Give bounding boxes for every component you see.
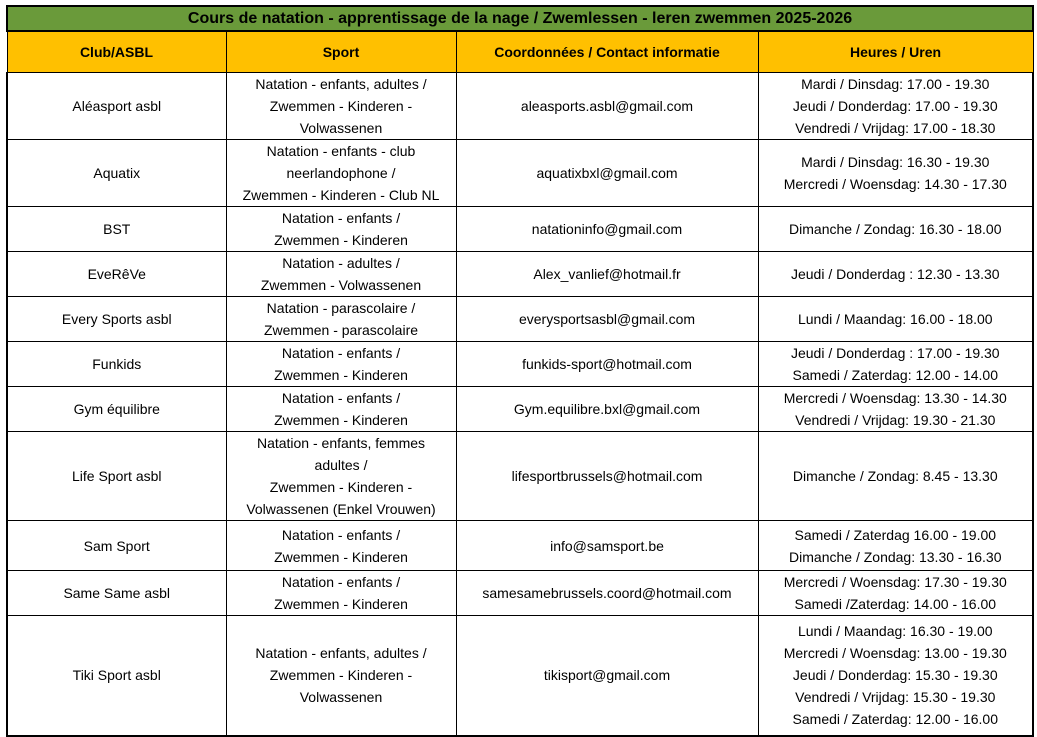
contact-email[interactable]: aquatixbxl@gmail.com xyxy=(456,140,758,207)
hours-line: Mercredi / Woensdag: 13.00 - 19.30 xyxy=(783,645,1007,662)
contact-email[interactable]: everysportsasbl@gmail.com xyxy=(456,297,758,342)
club-cell: Same Same asbl xyxy=(7,571,226,616)
sport-cell xyxy=(226,73,456,140)
contact-email[interactable]: natationinfo@gmail.com xyxy=(456,207,758,252)
sport-cell xyxy=(226,387,456,432)
sport-line: Zwemmen - Kinderen - xyxy=(269,98,413,114)
hours-cell xyxy=(758,571,1033,616)
sport-line: Natation - enfants / xyxy=(281,390,401,406)
sport-cell xyxy=(226,432,456,521)
hours-cell xyxy=(758,521,1033,571)
club-cell: BST xyxy=(7,207,226,252)
sport-line: Zwemmen - Kinderen - xyxy=(269,667,413,684)
swimming-schedule xyxy=(6,5,1032,737)
schedule-table xyxy=(6,5,1034,737)
sport-line: Natation - enfants / xyxy=(281,526,401,543)
club-cell: Aléasport asbl xyxy=(7,73,226,140)
table-row xyxy=(7,252,1033,297)
hours-cell xyxy=(758,297,1033,342)
hours-line: Samedi / Zaterdag 16.00 - 19.00 xyxy=(794,526,997,543)
club-cell: Every Sports asbl xyxy=(7,297,226,342)
sport-cell xyxy=(226,342,456,387)
header-sport: Sport xyxy=(226,31,456,73)
contact-email[interactable]: Alex_vanlief@hotmail.fr xyxy=(456,252,758,297)
contact-email[interactable]: info@samsport.be xyxy=(456,521,758,571)
sport-line: Zwemmen - Kinderen xyxy=(274,232,408,248)
sport-line: Natation - enfants - club xyxy=(266,143,416,159)
table-row xyxy=(7,207,1033,252)
hours-line: Samedi /Zaterdag: 14.00 - 16.00 xyxy=(794,596,997,612)
contact-email[interactable]: samesamebrussels.coord@hotmail.com xyxy=(456,571,758,616)
header-contact: Coordonnées / Contact informatie xyxy=(456,31,758,73)
contact-email[interactable]: Gym.equilibre.bxl@gmail.com xyxy=(456,387,758,432)
hours-line: Dimanche / Zondag: 16.30 - 18.00 xyxy=(789,221,1002,237)
club-cell: Sam Sport xyxy=(7,521,226,571)
contact-email[interactable]: funkids-sport@hotmail.com xyxy=(456,342,758,387)
hours-line: Vendredi / Vrijdag: 17.00 - 18.30 xyxy=(795,120,996,136)
hours-cell xyxy=(758,387,1033,432)
sport-cell xyxy=(226,297,456,342)
sport-line: Volwassenen xyxy=(299,120,383,136)
table-row xyxy=(7,342,1033,387)
hours-line: Jeudi / Donderdag : 17.00 - 19.30 xyxy=(790,345,1000,361)
title-row xyxy=(7,6,1033,31)
table-row xyxy=(7,521,1033,571)
club-cell: Funkids xyxy=(7,342,226,387)
hours-cell xyxy=(758,140,1033,207)
sport-line: Natation - enfants, adultes / xyxy=(255,76,427,92)
sport-line: Zwemmen - Kinderen xyxy=(274,412,408,428)
hours-line: Vendredi / Vrijdag: 19.30 - 21.30 xyxy=(795,412,996,428)
sport-line: Natation - enfants / xyxy=(281,574,401,590)
hours-line: Mercredi / Woensdag: 17.30 - 19.30 xyxy=(783,574,1007,590)
sport-line: Natation - enfants / xyxy=(281,345,401,361)
contact-email[interactable]: aleasports.asbl@gmail.com xyxy=(456,73,758,140)
hours-line: Lundi / Maandag: 16.30 - 19.00 xyxy=(797,623,993,640)
hours-cell xyxy=(758,73,1033,140)
table-row xyxy=(7,140,1033,207)
club-cell: Aquatix xyxy=(7,140,226,207)
sport-line: Volwassenen (Enkel Vrouwen) xyxy=(246,501,436,517)
table-row xyxy=(7,616,1033,736)
sport-line: Zwemmen - Kinderen xyxy=(274,548,408,565)
hours-line: Jeudi / Donderdag : 12.30 - 13.30 xyxy=(790,266,1000,282)
hours-cell xyxy=(758,342,1033,387)
hours-cell xyxy=(758,616,1033,736)
sport-cell xyxy=(226,252,456,297)
sport-line: Zwemmen - Kinderen xyxy=(274,367,408,383)
hours-cell xyxy=(758,252,1033,297)
sport-line: Zwemmen - parascolaire xyxy=(263,322,419,338)
contact-email[interactable]: tikisport@gmail.com xyxy=(456,616,758,736)
sport-cell xyxy=(226,616,456,736)
sport-line: Zwemmen - Kinderen - Club NL xyxy=(242,187,440,203)
table-row xyxy=(7,297,1033,342)
hours-line: Mercredi / Woensdag: 14.30 - 17.30 xyxy=(783,176,1007,192)
table-title: Cours de natation - apprentissage de la nage / Zwemlessen - leren zwemmen 2025-2026 xyxy=(7,6,1033,31)
club-cell: Life Sport asbl xyxy=(7,432,226,521)
header-club: Club/ASBL xyxy=(7,31,226,73)
hours-line: Mercredi / Woensdag: 13.30 - 14.30 xyxy=(783,390,1007,406)
hours-line: Lundi / Maandag: 16.00 - 18.00 xyxy=(797,311,993,327)
sport-line: Natation - parascolaire / xyxy=(266,300,416,316)
header-hours: Heures / Uren xyxy=(758,31,1033,73)
hours-line: Mardi / Dinsdag: 17.00 - 19.30 xyxy=(801,76,990,92)
hours-line: Mardi / Dinsdag: 16.30 - 19.30 xyxy=(801,154,990,170)
hours-line: Dimanche / Zondag: 13.30 - 16.30 xyxy=(789,548,1002,565)
table-row xyxy=(7,571,1033,616)
sport-line: Natation - enfants / xyxy=(281,210,401,226)
sport-line: Zwemmen - Kinderen - xyxy=(269,479,413,495)
header-row xyxy=(7,31,1033,73)
sport-line: Zwemmen - Kinderen xyxy=(274,596,408,612)
club-cell: EveRêVe xyxy=(7,252,226,297)
hours-line: Samedi / Zaterdag: 12.00 - 14.00 xyxy=(792,367,998,383)
table-row xyxy=(7,73,1033,140)
hours-cell xyxy=(758,207,1033,252)
hours-line: Dimanche / Zondag: 8.45 - 13.30 xyxy=(792,468,998,484)
table-row xyxy=(7,432,1033,521)
table-body xyxy=(7,73,1033,736)
contact-email[interactable]: lifesportbrussels@hotmail.com xyxy=(456,432,758,521)
sport-line: Natation - enfants, femmes xyxy=(256,435,426,451)
hours-cell xyxy=(758,432,1033,521)
sport-cell xyxy=(226,571,456,616)
table-row xyxy=(7,387,1033,432)
sport-line: Volwassenen xyxy=(299,689,383,706)
sport-cell xyxy=(226,140,456,207)
club-cell: Tiki Sport asbl xyxy=(7,616,226,736)
sport-line: neerlandophone / xyxy=(286,165,396,181)
hours-line: Samedi / Zaterdag: 12.00 - 16.00 xyxy=(792,711,998,728)
sport-line: Natation - adultes / xyxy=(282,255,400,271)
hours-line: Jeudi / Donderdag: 15.30 - 19.30 xyxy=(792,667,998,684)
hours-line: Vendredi / Vrijdag: 15.30 - 19.30 xyxy=(795,689,996,706)
hours-line: Jeudi / Donderdag: 17.00 - 19.30 xyxy=(792,98,998,114)
sport-cell xyxy=(226,207,456,252)
club-cell: Gym équilibre xyxy=(7,387,226,432)
sport-line: Natation - enfants, adultes / xyxy=(255,645,427,662)
sport-cell xyxy=(226,521,456,571)
sport-line: adultes / xyxy=(314,457,368,473)
sport-line: Zwemmen - Volwassenen xyxy=(260,277,422,293)
